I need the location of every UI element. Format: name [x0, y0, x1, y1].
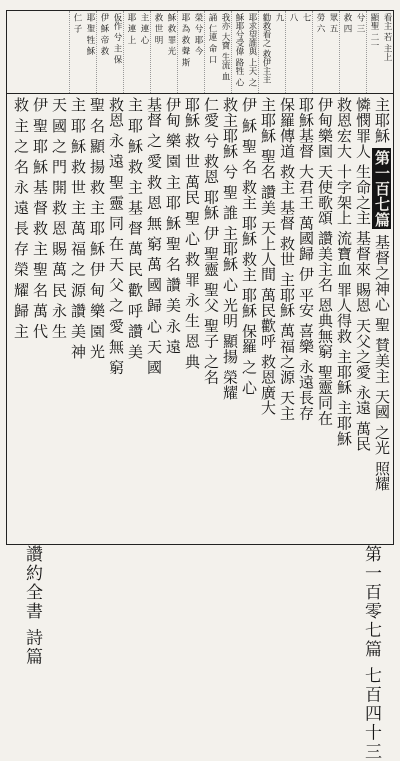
header-note-column: 看主 若 主上 — [382, 13, 392, 61]
header-note-column: 顯聖 二一 — [366, 11, 380, 93]
text-column: 伊 穌 聖 名 救主 耶穌 救主 耶穌 保羅 之 心 — [240, 97, 258, 396]
page-frame — [6, 10, 394, 545]
text-column: 救主耶穌 兮 聖 誰 主耶穌 心 光明 顯揚 榮耀 — [221, 97, 239, 401]
header-note-column: 仮作 兮 主 保 — [112, 13, 122, 64]
text-column: 仁愛 兮 救恩 耶穌 伊 聖靈 聖父 聖子 之名 — [202, 97, 220, 385]
header-note-column: 勸救看之 救伊主主 — [258, 11, 272, 93]
header-note-column: 眾 五 — [328, 13, 338, 33]
header-note-column: 我亦 大寶 生流 血 — [220, 13, 230, 81]
header-note-column: 仁 子 — [69, 11, 83, 93]
header-note-column: 穌 救 罪 光 — [166, 13, 176, 56]
text-column: 救恩 永 遠 聖 靈 同 在 天 父 之 愛 無 窮 — [107, 97, 125, 375]
header-note-column: 七 — [301, 13, 311, 22]
text-column: 救 主 之 名 永 遠 長 存 榮 耀 歸 主 — [12, 97, 30, 339]
header-note-column: 榮 兮 耶 今 — [193, 13, 203, 56]
header-note-column: 救 世 明 — [150, 11, 164, 93]
text-column: 伊 聖 耶 穌 基 督 救 主 聖 名 萬 代 — [31, 97, 49, 339]
text-column: 主 耶 穌 救 世 主 萬 福 之 源 讚 美 神 — [69, 97, 87, 360]
main-text-body — [7, 95, 393, 544]
text-column: 主耶穌 聖名 讚美 天上人間 萬民歡呼 救恩廣大 — [259, 97, 277, 416]
header-note-column: 穌耶兮受偉 路牲 心 — [231, 11, 245, 93]
header-note-column: 耶求望誰與 上天 之 — [247, 13, 257, 87]
text-column: 耶穌基督 大君王 萬國歸 伊 平安 喜樂 永遠長存 — [297, 97, 315, 421]
text-column: 主耶穌 第一百七篇 基督之神心 聖 賛美主 天國 之光 照耀 — [373, 97, 391, 492]
header-note-column: 耶 聖 牲 穌 — [85, 13, 95, 56]
header-note-column: 耶 為 救 聲 斯 — [177, 11, 191, 93]
text-column: 主 耶 穌 救 主 基 督 萬 民 歡 呼 讚 美 — [126, 97, 144, 360]
page-footer — [6, 545, 394, 761]
header-note-column: 救 四 — [339, 11, 353, 93]
text-column: 憐憫罪人 生命之主 基督來 賜恩 天父之愛 永遠 萬民 — [354, 97, 372, 452]
header-note-column: 主 連 心 — [139, 13, 149, 44]
text-column: 伊甸 樂 園 主 耶 穌 聖 名 讚 美 永 遠 — [164, 97, 182, 355]
text-column: 天 國 之 門 開 救 恩 賜 萬 民 永 生 — [50, 97, 68, 339]
psalm-title: 第一百七篇 — [373, 150, 391, 228]
header-notes-band — [7, 11, 393, 94]
header-note-column: 伊 穌 帝 救 — [96, 11, 110, 93]
header-note-column: 勞 六 — [312, 11, 326, 93]
text-column: 聖 名 顯 揚 救 主 耶 穌 伊 甸 樂 園 光 — [88, 97, 106, 360]
text-column: 基督 之 愛 救 恩 無 窮 萬 國 歸 心 天 國 — [145, 97, 163, 375]
footer-chapter-and-page: 第一百零七篇 七百四十三 — [361, 545, 381, 761]
header-note-column: 八 — [285, 11, 299, 93]
header-note-column: 九 — [274, 13, 284, 22]
footer-book-title: 讚約全書 詩篇 — [22, 545, 42, 667]
text-column: 保羅傳道 救主 基督 救世 主耶穌 萬福之源 天主 — [278, 97, 296, 421]
text-column: 救恩宏大 十字架上 流寶血 罪人得救 主耶穌 主耶穌 — [335, 97, 353, 447]
header-note-column: 誦 仁連 命 口 — [204, 11, 218, 93]
header-note-column: 耶 連 上 — [123, 11, 137, 93]
text-column: 伊甸樂園 天使歌頌 讚美主名 恩典無窮 聖靈同在 — [316, 97, 334, 426]
text-column: 耶穌 救 世 萬民 聖 心 救 罪 永 生 恩 典 — [183, 97, 201, 370]
header-note-column: 兮 三 — [355, 13, 365, 33]
